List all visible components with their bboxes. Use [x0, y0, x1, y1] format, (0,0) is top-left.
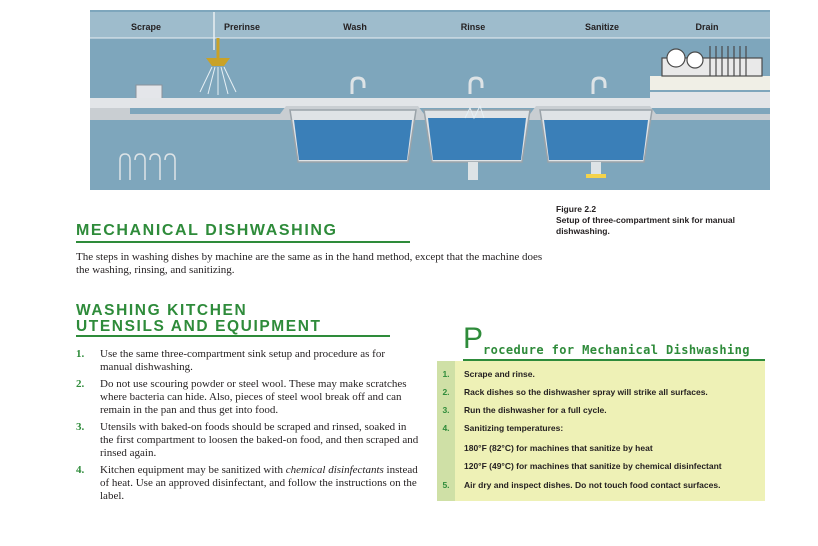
heading-rule: [76, 335, 390, 337]
list-text-part: Kitchen equipment may be sanitized with: [100, 464, 286, 476]
sink-compartment-sanitize: [540, 110, 652, 162]
procedure-header: [437, 322, 765, 360]
procedure-title: rocedure for Mechanical Dishwashing: [483, 343, 750, 357]
mechanical-dishwashing-paragraph: The steps in washing dishes by machine are the same as in the hand method, except that the machine does the washing, rinsing, and sanitizing.: [76, 251, 543, 276]
list-item: [76, 421, 420, 460]
figure-number: Figure 2.2: [556, 204, 597, 214]
washing-utensils-heading: [76, 303, 322, 335]
heading-line-1: WASHING KITCHEN: [76, 302, 248, 319]
list-item: [76, 378, 420, 417]
sink-compartment-rinse: [424, 106, 530, 162]
procedure-title-initial: P: [463, 322, 484, 355]
drain-shelf: [650, 76, 770, 90]
procedure-step-text: Rack dishes so the dishwasher spray will strike all surfaces.: [464, 387, 708, 397]
procedure-step-text: Run the dishwasher for a full cycle.: [464, 405, 607, 415]
procedure-step-number: 2.: [442, 387, 450, 397]
stage-label-scrape: Scrape: [130, 22, 162, 32]
procedure-step-number: 1.: [442, 369, 450, 379]
list-text: Utensils with baked-on foods should be scraped and rinsed, soaked in the first compartment to loosen the baked-on food, and then scraped and rinsed again.: [100, 421, 419, 459]
sink-illustration: [90, 10, 770, 190]
procedure-step-text: Sanitizing temperatures:: [464, 423, 564, 433]
procedure-step-number: 4.: [442, 423, 450, 433]
procedure-box: [437, 322, 765, 501]
list-text: Use the same three-compartment sink setup and procedure as for manual dishwashing.: [100, 348, 385, 373]
figure-caption-text: Setup of three-compartment sink for manual dishwashing.: [556, 215, 735, 236]
utensil-steps-list: [76, 348, 420, 507]
list-text: Do not use scouring powder or steel wool. These may make scratches where bacteria can hide. Also, pieces of steel wool break off and can remain in the pan and thus get into food.: [100, 378, 407, 416]
list-number: 1.: [76, 348, 85, 360]
stage-label-prerinse: Prerinse: [223, 22, 261, 32]
list-text: [100, 464, 418, 502]
list-number: 4.: [76, 464, 85, 476]
procedure-step-text: Air dry and inspect dishes. Do not touch food contact surfaces.: [464, 480, 721, 490]
stage-label-wash: Wash: [343, 22, 367, 32]
procedure-step-text: 120°F (49°C) for machines that sanitize by chemical disinfectant: [464, 461, 722, 471]
procedure-step-text: Scrape and rinse.: [464, 369, 535, 379]
list-item: [76, 348, 420, 374]
list-text-part: instead of heat. Use an approved disinfectant, and follow the instructions on the label.: [100, 464, 418, 502]
stage-label-rinse: Rinse: [460, 22, 486, 32]
stage-label-sanitize: Sanitize: [584, 22, 620, 32]
list-number: 2.: [76, 378, 85, 390]
stage-label-drain: Drain: [695, 22, 719, 32]
procedure-step-number: 5.: [442, 480, 450, 490]
list-number: 3.: [76, 421, 85, 433]
scrap-basket-icon: [136, 85, 162, 99]
stage-label-strip: [90, 12, 770, 38]
figure-caption: [556, 204, 776, 237]
sink-compartment-wash: [290, 110, 416, 162]
heading-line-2: UTENSILS AND EQUIPMENT: [76, 318, 322, 335]
mechanical-dishwashing-heading: MECHANICAL DISHWASHING: [76, 222, 338, 239]
heading-rule: [76, 241, 410, 243]
list-item: [76, 464, 420, 503]
procedure-step-text: 180°F (82°C) for machines that sanitize by heat: [464, 443, 653, 453]
procedure-step-number: 3.: [442, 405, 450, 415]
list-text-emphasis: chemical disinfectants: [285, 464, 384, 476]
